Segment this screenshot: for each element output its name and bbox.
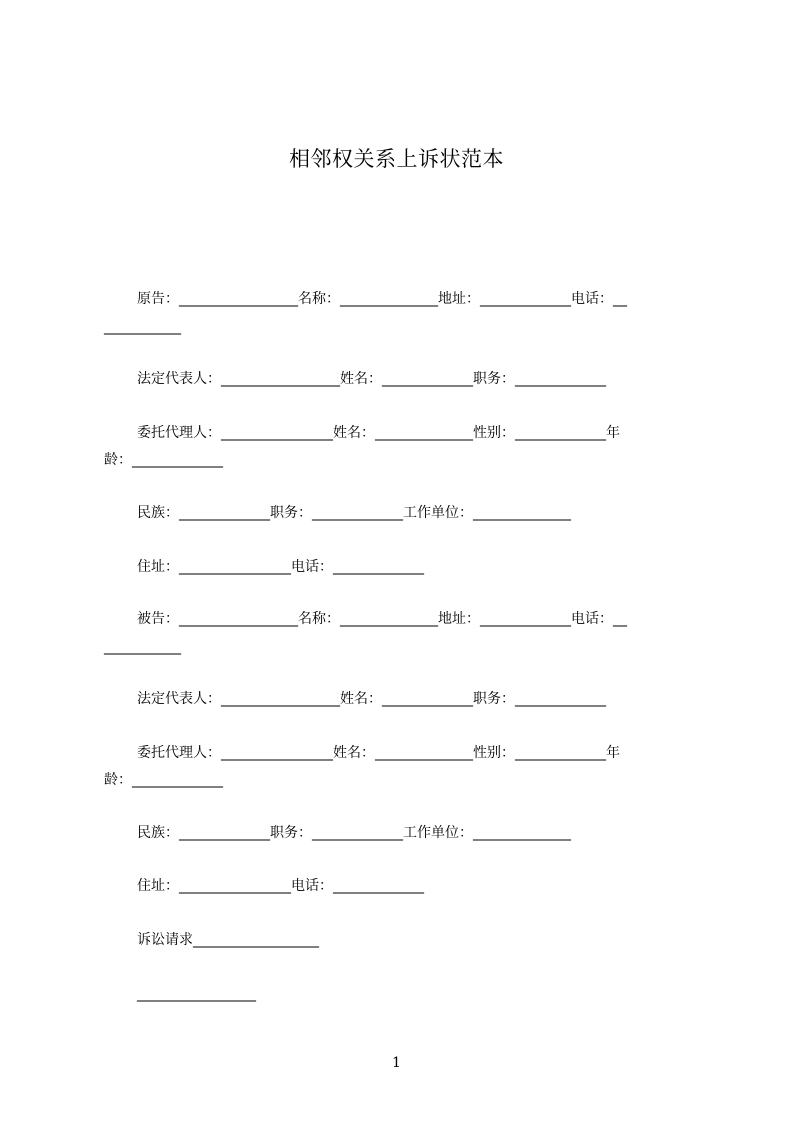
plaintiff-line-cont: ___________ [104,319,181,335]
defendant-agent-line-cont: 龄：_____________ [104,772,223,788]
plaintiff-agent-line-cont: 龄：_____________ [104,452,223,468]
plaintiff-line: 原告：_________________名称：______________地址：_____________电话：__ [137,291,627,307]
plaintiff-agent-line: 委托代理人：________________姓名：______________性别：_____________年 [137,425,620,441]
plaintiff-ethnicity-line: 民族：_____________职务：_____________工作单位：______________ [137,505,571,521]
claims-blank-line: _________________ [137,986,256,1002]
defendant-line: 被告：_________________名称：______________地址：_____________电话：__ [137,611,627,627]
plaintiff-address-line: 住址：________________电话：_____________ [137,559,424,575]
defendant-address-line: 住址：________________电话：_____________ [137,878,424,894]
defendant-ethnicity-line: 民族：_____________职务：_____________工作单位：______________ [137,825,571,841]
document-title: 相邻权关系上诉状范本 [289,147,504,171]
defendant-line-cont: ___________ [104,639,181,655]
defendant-agent-line: 委托代理人：________________姓名：______________性别：_____________年 [137,745,620,761]
plaintiff-legal-rep-line: 法定代表人：_________________姓名：_____________职务：_____________ [137,371,606,387]
defendant-legal-rep-line: 法定代表人：_________________姓名：_____________职务：_____________ [137,691,606,707]
claims-line: 诉讼请求__________________ [137,932,319,948]
page-number: 1 [392,1055,401,1071]
